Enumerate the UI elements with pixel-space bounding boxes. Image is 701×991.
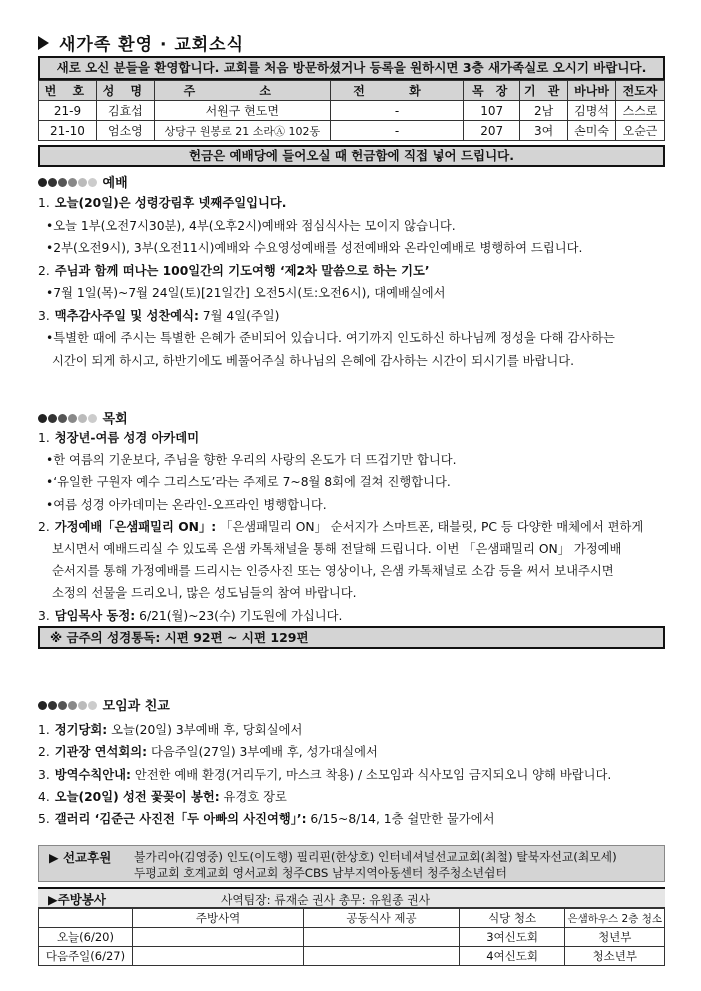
- dots-icon: [38, 176, 103, 191]
- notice-item: [38, 306, 279, 324]
- cell: 상당구 원봉로 21 소라Ⓐ 102동: [154, 121, 330, 141]
- continuation-line: 소정의 선물을 드리오니, 많은 성도님들의 참여 바랍니다.: [52, 586, 357, 601]
- bullet-icon: •: [46, 286, 54, 300]
- column-header: 번 호: [39, 81, 97, 101]
- cell: [132, 947, 303, 966]
- cell: 3여: [520, 121, 568, 141]
- column-header: 주 소: [154, 81, 330, 101]
- table-row: [39, 928, 665, 947]
- item-number: 2.: [38, 519, 50, 534]
- column-header: 성 명: [96, 81, 154, 101]
- mission-label: ▶ 선교후원: [49, 850, 112, 865]
- triangle-bullet-icon: [38, 36, 49, 50]
- cell: -: [330, 101, 464, 121]
- notice-item: [38, 517, 643, 535]
- table-row: [39, 947, 665, 966]
- notice-item: [38, 765, 611, 783]
- item-number: 2.: [38, 745, 50, 760]
- column-header: 은샘하우스 2층 청소: [565, 909, 665, 928]
- mission-line: 두평교회 호계교회 영서교회 청주CBS 남부지역아동센터 청주청소년쉼터: [134, 866, 507, 880]
- continuation-line: 시간이 되게 하시고, 하반기에도 베풀어주실 하나님의 은혜에 감사하는 시간이 되시기를 바랍니다.: [52, 353, 575, 368]
- item-text: 6/15~8/14, 1층 쉴만한 물가에서: [306, 812, 495, 827]
- column-header: 전 화: [330, 81, 464, 101]
- kitchen-table: [38, 908, 665, 966]
- offering-banner: 헌금은 예배당에 들어오실 때 헌금함에 직접 넣어 드립니다.: [38, 145, 665, 167]
- bullet-item: [46, 328, 615, 346]
- notice-item: [38, 809, 494, 827]
- notice-item: [38, 742, 378, 760]
- bullet-icon: •: [46, 241, 54, 255]
- newfamily-table: [38, 80, 665, 141]
- item-text: 6/21(월)~23(수) 기도원에 가십니다.: [135, 608, 343, 623]
- bible-reading-banner: ※ 금주의 성경통독: 시편 92편 ~ 시편 129편: [38, 626, 665, 649]
- bullet-item: [46, 472, 451, 490]
- cell: [304, 947, 460, 966]
- column-header: 기 관: [520, 81, 568, 101]
- cell: 오늘(6/20): [39, 928, 133, 947]
- cell: 107: [464, 101, 520, 121]
- item-text: 「은샘패밀리 ON」 순서지가 스마트폰, 태블릿, PC 등 다양한 매체에서 편하게: [216, 519, 644, 534]
- bullet-text: 한 여름의 기운보다, 주님을 향한 우리의 사랑의 온도가 더 뜨겁기만 합니다.: [53, 453, 457, 468]
- bullet-icon: •: [46, 497, 54, 512]
- cell: 3여신도회: [459, 928, 565, 947]
- item-title: 담임목사 동정:: [54, 608, 136, 623]
- item-number: 3.: [38, 308, 50, 323]
- cell: 다음주일(6/27): [39, 947, 133, 966]
- notice-item: [38, 193, 286, 211]
- meetings-heading: [38, 695, 170, 714]
- bullet-item: [46, 283, 446, 301]
- column-header: 전도자: [616, 81, 665, 101]
- welcome-banner: 새로 오신 분들을 환영합니다. 교회를 처음 방문하셨거나 등록을 원하시면 3층 새가족실로 오시기 바랍니다.: [38, 56, 665, 80]
- item-title: 기관장 연석회의:: [54, 745, 148, 760]
- section-heading-text: 모임과 친교: [102, 699, 170, 714]
- item-number: 2.: [38, 263, 50, 278]
- notice-item: [38, 720, 302, 738]
- kitchen-label: ▶주방봉사: [48, 892, 106, 907]
- bullet-text: 7월 1일(목)~7월 24일(토)[21일간] 오전5시(토:오전6시), 대예배실에서: [53, 286, 446, 300]
- item-number: 5.: [38, 812, 50, 827]
- worship-heading: [38, 172, 128, 191]
- item-number: 4.: [38, 789, 50, 804]
- bullet-item: [46, 450, 457, 468]
- cell: 오순근: [616, 121, 665, 141]
- item-text: 다음주일(27일) 3부예배 후, 성가대실에서: [147, 745, 378, 760]
- item-title: 청장년-여름 성경 아카데미: [54, 431, 200, 445]
- column-header: 식당 청소: [459, 909, 565, 928]
- bullet-item: [46, 495, 327, 513]
- notice-item: [38, 261, 430, 279]
- table-header-row: [39, 81, 665, 101]
- notice-item: [38, 606, 342, 624]
- kitchen-header: [38, 887, 665, 908]
- item-text: 7월 4일(주일): [198, 308, 280, 323]
- item-title: 맥추감사주일 및 성찬예식:: [54, 308, 199, 323]
- item-title: 가정예배「은샘패밀리 ON」:: [54, 519, 217, 534]
- kitchen-managers: 사역팀장: 류재순 권사 총무: 유원종 권사: [221, 893, 431, 907]
- cell: 4여신도회: [459, 947, 565, 966]
- cell: 김효섭: [96, 101, 154, 121]
- table-row: [39, 101, 665, 121]
- cell: 2남: [520, 101, 568, 121]
- item-number: 1.: [38, 431, 50, 445]
- section-heading-text: 목회: [102, 412, 128, 427]
- item-title: 오늘(20일)은 성령강림후 넷째주일입니다.: [54, 196, 287, 210]
- item-text: 안전한 예배 환경(거리두기, 마스크 착용) / 소모임과 식사모임 금지되오니 양해 바랍니다.: [130, 767, 612, 782]
- column-header: 목 장: [464, 81, 520, 101]
- item-text: 유경호 장로: [219, 789, 287, 804]
- cell: 서원구 현도면: [154, 101, 330, 121]
- notice-item: [38, 428, 199, 446]
- bullet-text: 특별한 때에 주시는 특별한 은혜가 준비되어 있습니다. 여기까지 인도하신 하나님께 정성을 다해 감사하는: [53, 331, 615, 345]
- dots-icon: [38, 699, 103, 714]
- continuation-line: 보시면서 예배드리실 수 있도록 은샘 카톡채널을 통해 전달해 드립니다. 이번 「은샘패밀리 ON」 가정예배: [52, 542, 622, 556]
- cell: 엄소영: [96, 121, 154, 141]
- column-header: 바나바: [568, 81, 616, 101]
- cell: -: [330, 121, 464, 141]
- item-title: 오늘(20일) 성전 꽃꽂이 봉헌:: [54, 789, 220, 804]
- cell: 청년부: [565, 928, 665, 947]
- column-header: 주방사역: [132, 909, 303, 928]
- bullet-icon: •: [46, 218, 54, 233]
- item-title: 주님과 함께 떠나는 100일간의 기도여행 ‘제2차 말씀으로 하는 기도’: [54, 263, 430, 278]
- table-header-row: [39, 909, 665, 928]
- dots-icon: [38, 412, 103, 427]
- item-title: 정기당회:: [54, 723, 108, 737]
- item-number: 3.: [38, 767, 50, 782]
- item-title: 갤러리 ‘김준근 사진전「두 아빠의 사진여행」’:: [54, 812, 307, 827]
- cell: 청소년부: [565, 947, 665, 966]
- column-header: 공동식사 제공: [304, 909, 460, 928]
- continuation-line: 순서지를 통해 가정예배를 드리시는 인증사진 또는 영상이나, 은샘 카톡채널로 소감 등을 써서 보내주시면: [52, 564, 614, 579]
- bullet-item: [46, 216, 456, 234]
- bullet-text: 2부(오전9시), 3부(오전11시)예배와 수요영성예배를 성전예배와 온라인예배로 병행하여 드립니다.: [53, 241, 583, 255]
- item-text: 오늘(20일) 3부예배 후, 당회실에서: [107, 723, 303, 737]
- bullet-item: [46, 238, 582, 256]
- item-number: 1.: [38, 723, 50, 737]
- cell: 21-9: [39, 101, 97, 121]
- section-title-text: 새가족 환영 · 교회소식: [59, 35, 245, 55]
- column-header: [39, 909, 133, 928]
- cell: [132, 928, 303, 947]
- bullet-icon: •: [46, 475, 54, 490]
- bullet-icon: •: [46, 331, 54, 345]
- item-title: 방역수칙안내:: [54, 767, 131, 782]
- pastoral-heading: [38, 408, 128, 427]
- bullet-text: 오늘 1부(오전7시30분), 4부(오후2시)예배와 점심식사는 모이지 않습니다.: [53, 218, 456, 233]
- cell: 김명석: [568, 101, 616, 121]
- table-row: [39, 121, 665, 141]
- bullet-text: ‘유일한 구원자 예수 그리스도’라는 주제로 7~8월 8회에 걸쳐 진행합니다.: [53, 475, 451, 490]
- cell: 손미숙: [568, 121, 616, 141]
- item-number: 3.: [38, 608, 50, 623]
- bullet-icon: •: [46, 453, 54, 468]
- cell: [304, 928, 460, 947]
- section-title: [38, 30, 244, 55]
- item-number: 1.: [38, 196, 50, 210]
- mission-line: 불가리아(김영중) 인도(이도행) 필리핀(한상호) 인터네셔널선교교회(최철) 탈북자선교(최모세): [134, 850, 617, 864]
- cell: 21-10: [39, 121, 97, 141]
- cell: 207: [464, 121, 520, 141]
- cell: 스스로: [616, 101, 665, 121]
- mission-box: [38, 845, 665, 882]
- bullet-text: 여름 성경 아카데미는 온라인-오프라인 병행합니다.: [53, 497, 327, 512]
- section-heading-text: 예배: [102, 176, 128, 191]
- notice-item: [38, 787, 287, 805]
